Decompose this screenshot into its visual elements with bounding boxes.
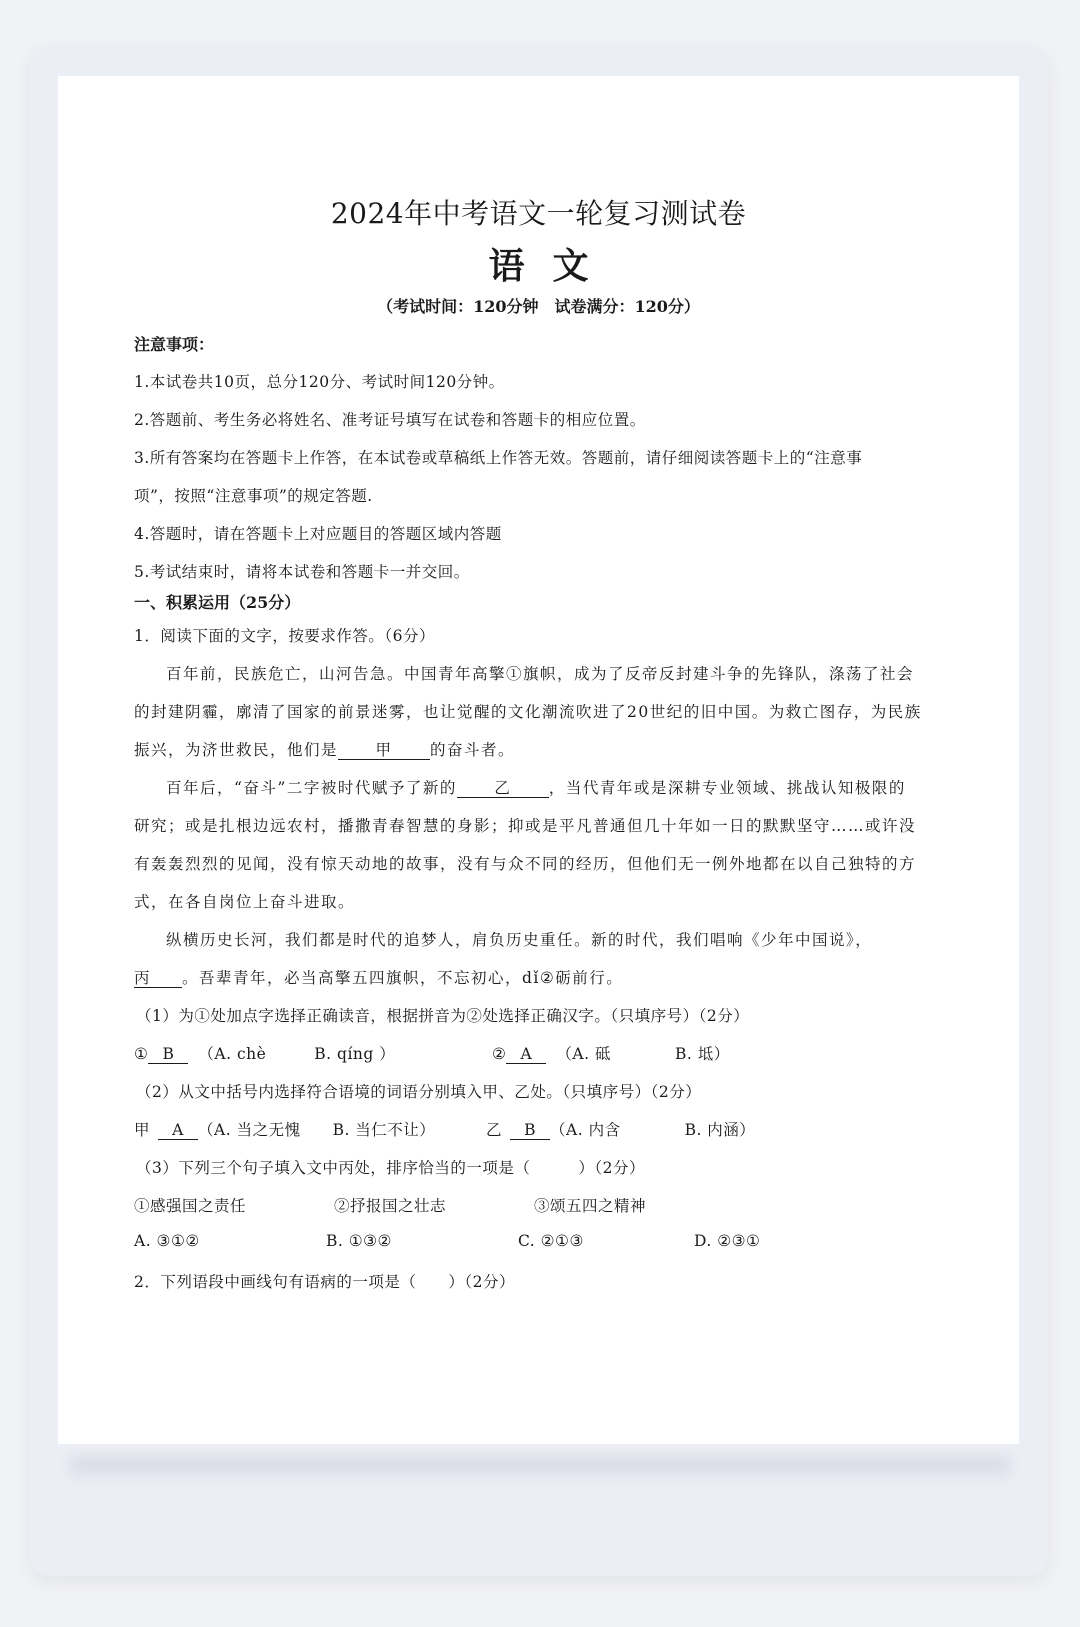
sub3-prompt: （3）下列三个句子填入文中丙处，排序恰当的一项是（ ）（2分） [136, 1159, 645, 1177]
sub1-answer-a [134, 1042, 395, 1064]
answer-blank-1: B [148, 1046, 188, 1064]
sub3-sentence-3: ③颂五四之精神 [534, 1197, 647, 1215]
passage-p1-line2: 的封建阴霾，廓清了国家的前景迷雾，也让觉醒的文化潮流吹进了20世纪的旧中国。为救亡图存，为民族 [134, 703, 922, 721]
sub2-prompt: （2）从文中括号内选择符合语境的词语分别填入甲、乙处。（只填序号）（2分） [136, 1083, 702, 1101]
passage-text: 的奋斗者。 [430, 741, 516, 759]
answer-label: ② [492, 1045, 507, 1063]
sub1-answer-b [492, 1042, 730, 1064]
answer-blank-jia: A [158, 1122, 198, 1140]
passage-p3-line1: 纵横历史长河，我们都是时代的追梦人，肩负历史重任。新的时代，我们唱响《少年中国说》， [166, 931, 873, 949]
sub3-option-c: C. ②①③ [518, 1232, 584, 1250]
exam-sheet [58, 76, 1019, 1444]
sub2-answer-a [134, 1118, 435, 1140]
sheet-shadow [70, 1458, 1010, 1482]
note-item-1: 1.本试卷共10页，总分120分、考试时间120分钟。 [134, 373, 505, 391]
note-item-3-cont: 项”，按照“注意事项”的规定答题. [134, 487, 373, 505]
passage-text: 。吾辈青年，必当高擎五四旗帜，不忘初心，dǐ②砺前行。 [182, 969, 624, 987]
blank-jia: 甲 [338, 742, 430, 760]
answer-options: （A. chè B. qíng ） [198, 1045, 396, 1063]
subject-title: 语文 [488, 245, 617, 287]
passage-p3-line2 [134, 966, 623, 988]
q1-prompt: 1．阅读下面的文字，按要求作答。（6分） [134, 627, 435, 645]
passage-p1-line3 [134, 738, 515, 760]
note-item-2: 2.答题前、考生务必将姓名、准考证号填写在试卷和答题卡的相应位置。 [134, 411, 646, 429]
sub3-sentence-2: ②抒报国之壮志 [334, 1197, 447, 1215]
passage-text: 百年后，“奋斗”二字被时代赋予了新的 [166, 779, 457, 797]
answer-blank-2: A [506, 1046, 546, 1064]
sub3-option-a: A. ③①② [134, 1232, 200, 1250]
note-item-5: 5.考试结束时，请将本试卷和答题卡一并交回。 [134, 563, 470, 581]
sub3-sentence-1: ①感强国之责任 [134, 1197, 247, 1215]
sub2-answer-b [486, 1118, 755, 1140]
passage-p1-line1: 百年前，民族危亡，山河告急。中国青年高擎①旗帜，成为了反帝反封建斗争的先锋队，涤荡了社会 [166, 665, 915, 683]
answer-label: 乙 [486, 1121, 503, 1139]
notes-heading: 注意事项： [134, 335, 215, 354]
section-1-heading: 一、积累运用（25分） [134, 593, 301, 612]
passage-text: ，当代青年或是深耕专业领域、挑战认知极限的 [548, 779, 906, 797]
exam-title: 2024年中考语文一轮复习测试卷 [330, 197, 747, 230]
sub1-prompt: （1）为①处加点字选择正确读音，根据拼音为②处选择正确汉字。（只填序号）（2分） [136, 1007, 750, 1025]
passage-p2-line2: 研究；或是扎根边远农村，播撒青春智慧的身影；抑或是平凡普通但几十年如一日的默默坚守……或许没 [134, 817, 917, 835]
answer-options: （A. 内含 B. 内涵） [550, 1121, 756, 1139]
passage-text: 振兴，为济世救民，他们是 [134, 741, 339, 759]
note-item-4: 4.答题时，请在答题卡上对应题目的答题区域内答题 [134, 525, 502, 543]
exam-info: （考试时间：120分钟 试卷满分：120分） [377, 297, 700, 316]
q2-prompt: 2．下列语段中画线句有语病的一项是（ ）（2分） [134, 1273, 515, 1291]
blank-yi: 乙 [457, 780, 549, 798]
sub3-option-b: B. ①③② [326, 1232, 392, 1250]
note-item-3: 3.所有答案均在答题卡上作答，在本试卷或草稿纸上作答无效。答题前，请仔细阅读答题卡上的“注意事 [134, 449, 863, 467]
answer-options: （A. 当之无愧 B. 当仁不让） [198, 1121, 436, 1139]
answer-label: 甲 [134, 1121, 151, 1139]
passage-p2-line1 [166, 776, 906, 798]
answer-options: （A. 砥 B. 坻） [556, 1045, 730, 1063]
blank-bing: 丙 [134, 970, 182, 988]
passage-p2-line3: 有轰轰烈烈的见闻，没有惊天动地的故事，没有与众不同的经历，但他们无一例外地都在以自己独特的方 [134, 855, 917, 873]
answer-blank-yi: B [510, 1122, 550, 1140]
passage-p2-line4: 式，在各自岗位上奋斗进取。 [134, 893, 356, 911]
answer-label: ① [134, 1045, 149, 1063]
sub3-option-d: D. ②③① [694, 1232, 761, 1250]
